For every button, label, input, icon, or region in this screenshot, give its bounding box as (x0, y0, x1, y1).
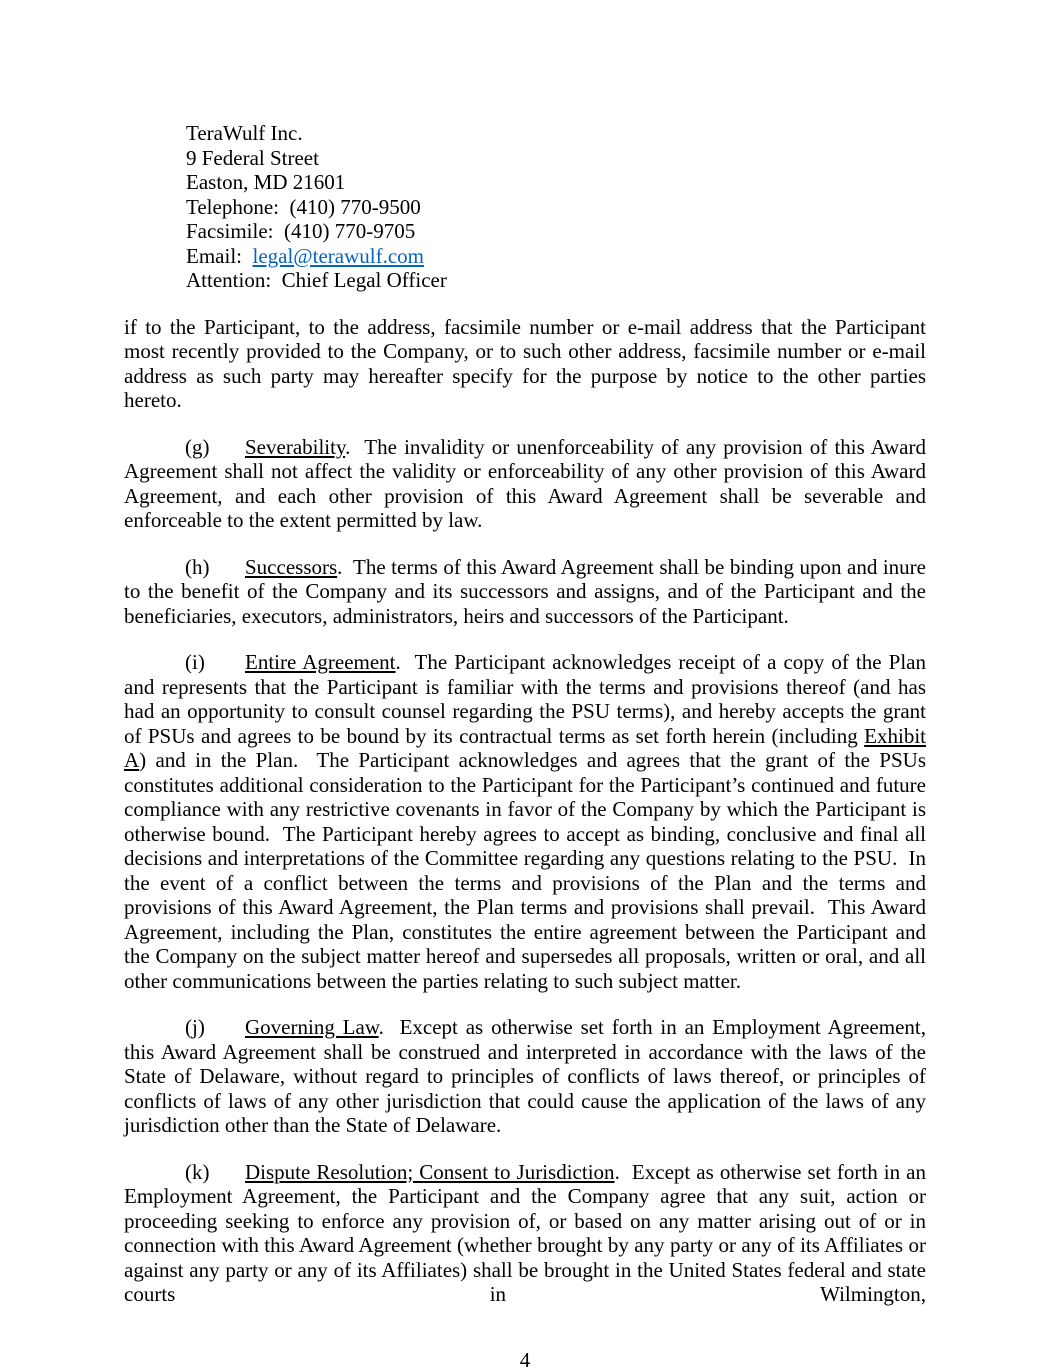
street-address: 9 Federal Street (186, 146, 926, 171)
section-heading-entire-agreement: Entire Agreement (245, 650, 396, 674)
section-heading-governing-law: Governing Law (245, 1015, 379, 1039)
page-number: 4 (124, 1348, 926, 1372)
section-body-g: . The invalidity or unenforceability of any provision of this Award Agreement shall not affect the validity or enforceability of any other provision of this Award Agreement, and each other provision of this Award Agreement shall be severable and enforceable to the extent permitted by law. (124, 435, 926, 533)
paragraph-governing-law (124, 1015, 926, 1138)
section-body-i-after: ) and in the Plan. The Participant acknowledges and agrees that the grant of the PSUs constitutes additional consideration to the Participant for the Participant’s continued and future compliance with any restrictive covenants in favor of the Company by which the Participant is otherwise bound. The Participant hereby agrees to accept as binding, conclusive and final all decisions and interpretations of the Committee regarding any questions relating to the PSU. In the event of a conflict between the terms and provisions of the Plan and the terms and provisions of this Award Agreement, the Plan terms and provisions shall prevail. This Award Agreement, including the Plan, constitutes the entire agreement between the Participant and the Company on the subject matter hereof and supersedes all proposals, written or oral, and all other communications between the parties relating to such subject matter. (124, 748, 926, 993)
email-link[interactable]: legal@terawulf.com (253, 244, 425, 268)
telephone-line: Telephone: (410) 770-9500 (186, 195, 926, 220)
section-label-g: (g) (185, 435, 245, 460)
section-heading-successors: Successors (245, 555, 337, 579)
section-heading-severability: Severability (245, 435, 345, 459)
section-label-k: (k) (185, 1160, 245, 1185)
exhibit-a-reference: Exhibit A (124, 724, 926, 773)
company-name: TeraWulf Inc. (186, 121, 926, 146)
notice-paragraph: if to the Participant, to the address, facsimile number or e-mail address that the Participant most recently provided to the Company, or to such other address, facsimile number or e-mail address as such party may hereafter specify for the purpose by notice to the other parties hereto. (124, 315, 926, 413)
section-label-h: (h) (185, 555, 245, 580)
section-body-i-before: . The Participant acknowledges receipt of a copy of the Plan and represents that the Participant is familiar with the terms and provisions thereof (and has had an opportunity to consult counsel regarding the PSU terms), and hereby accepts the grant of PSUs and agrees to be bound by its contractual terms as set forth herein (including (124, 650, 926, 748)
paragraph-dispute-resolution (124, 1160, 926, 1307)
section-heading-dispute-resolution: Dispute Resolution; Consent to Jurisdiction (245, 1160, 615, 1184)
address-block (186, 121, 926, 293)
paragraph-entire-agreement (124, 650, 926, 993)
section-label-i: (i) (185, 650, 245, 675)
paragraph-successors (124, 555, 926, 629)
section-body-j: . Except as otherwise set forth in an Employment Agreement, this Award Agreement shall be construed and interpreted in accordance with the laws of the State of Delaware, without regard to principles of conflicts of laws thereof, or principles of conflicts of laws of any other jurisdiction that could cause the application of the laws of any jurisdiction other than the State of Delaware. (124, 1015, 926, 1137)
city-state-zip: Easton, MD 21601 (186, 170, 926, 195)
section-body-k: . Except as otherwise set forth in an Employment Agreement, the Participant and the Company agree that any suit, action or proceeding seeking to enforce any provision of, or based on any matter arising out of or in connection with this Award Agreement (whether brought by any party or any of its Affiliates or against any party or any of its Affiliates) shall be brought in the United States federal and state courts in Wilmington, (124, 1160, 926, 1307)
paragraph-severability (124, 435, 926, 533)
facsimile-line: Facsimile: (410) 770-9705 (186, 219, 926, 244)
email-line (186, 244, 926, 269)
section-body-h: . The terms of this Award Agreement shall be binding upon and inure to the benefit of the Company and its successors and assigns, and of the Participant and the beneficiaries, executors, administrators, heirs and successors of the Participant. (124, 555, 926, 628)
email-label: Email: (186, 244, 253, 268)
attention-line: Attention: Chief Legal Officer (186, 268, 926, 293)
document-page (124, 121, 926, 1372)
section-label-j: (j) (185, 1015, 245, 1040)
